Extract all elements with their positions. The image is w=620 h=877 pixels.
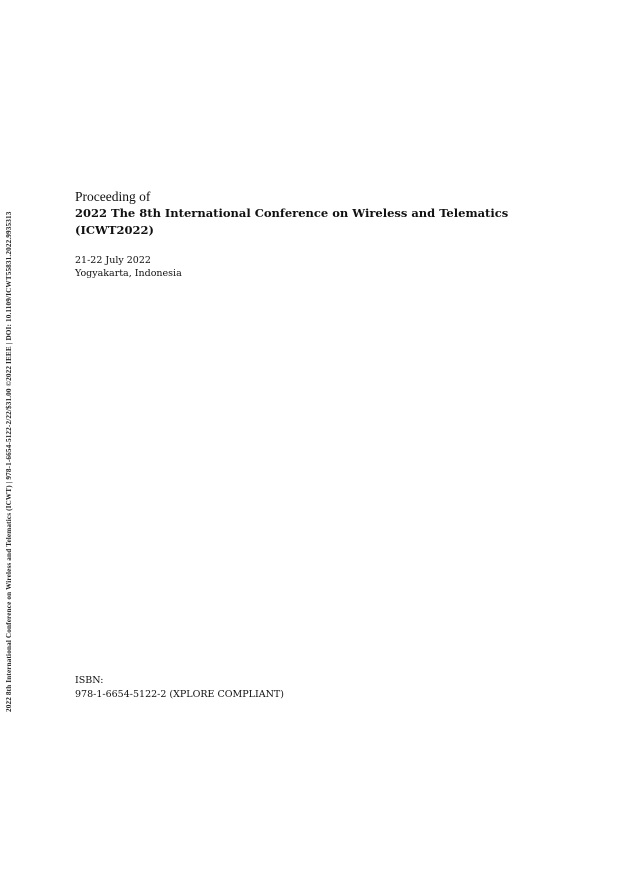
event-info <box>75 254 182 280</box>
event-location: Yogyakarta, Indonesia <box>75 268 182 279</box>
isbn-label: ISBN: <box>75 675 104 686</box>
title-block <box>75 188 595 239</box>
doi-side-banner: 2022 8th International Conference on Wireless and Telematics (ICWT) | 978-1-6654-5122-2/22/$31.00 ©2022 IEEE | DOI: 10.1109/ICWT55831.2022.9935313 <box>5 211 13 712</box>
conference-title-line2: (ICWT2022) <box>75 223 154 237</box>
isbn-info <box>75 674 284 702</box>
proceeding-label: Proceeding of <box>75 189 151 204</box>
isbn-value: 978-1-6654-5122-2 (XPLORE COMPLIANT) <box>75 689 284 700</box>
conference-title-line1: 2022 The 8th International Conference on Wireless and Telematics <box>75 206 509 220</box>
event-dates: 21-22 July 2022 <box>75 255 151 266</box>
